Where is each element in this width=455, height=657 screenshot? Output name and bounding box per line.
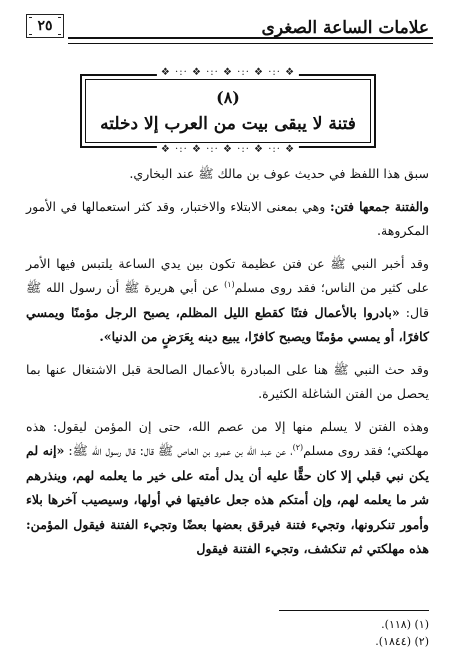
footnote-ref-1[interactable]: (١) <box>224 279 235 289</box>
paragraph-3-text-a: وقد أخبر النبي ﷺ عن فتن عظيمة تكون بين يدي الساعة يلتبس فيها الأمر على كثير من الناس؛ فقد روى مسلم <box>26 255 429 295</box>
paragraph-5-text-a: وهذه الفتن لا يسلم منها إلا من عصم الله، حتى إن المؤمن ليقول: هذه مهلكتي؛ فقد روى مسلم <box>26 418 429 458</box>
ornament-border-top: ❖ ·:· ❖ ·:· ❖ ·:· ❖ ·:· ❖ <box>157 67 299 78</box>
running-title: علامات الساعة الصغرى <box>261 18 429 38</box>
chapter-number: (٨) <box>216 88 240 107</box>
paragraph-3 <box>26 252 429 350</box>
body-text <box>26 162 429 570</box>
paragraph-2 <box>26 195 429 244</box>
footnote-ref-2[interactable]: (٢) <box>292 442 304 452</box>
page-header <box>22 14 433 44</box>
footnotes <box>26 616 429 650</box>
hadith-quote-1: «بادروا بالأعمال فتنًا كقطع الليل المظلم، يصبح الرجل مؤمنًا ويمسي كافرًا، أو يمسي مؤمنًا ويصبح كافرًا، يبيع دينه بِعَرَضٍ من الدنيا». <box>26 304 429 344</box>
paragraph-4: وقد حث النبي ﷺ هنا على المبادرة بالأعمال الصالحة قبل الاشتغال عنها بما يحصل من الفتن الشاغلة الكثيرة. <box>26 361 429 401</box>
chapter-title: فتنة لا يبقى بيت من العرب إلا دخلته <box>100 114 356 134</box>
paragraph-5-text-b: ، عن عبد الله بن عمرو بن العاص ﷺ قال: قال رسول الله ﷺ: <box>64 443 293 458</box>
paragraph-2-lead: والفتنة جمعها فتن: <box>330 198 429 214</box>
chapter-heading-frame <box>80 67 376 155</box>
paragraph-1: سبق هذا اللفظ في حديث عوف بن مالك ﷺ عند البخاري. <box>129 166 429 181</box>
footnote-1: (١) (١١٨). <box>381 618 429 631</box>
page-number: ٢٥ <box>37 18 53 34</box>
paragraph-2-text: وهي بمعنى الابتلاء والاختبار، وقد كثر استعمالها في الأمور المكروهة. <box>26 198 429 238</box>
hadith-quote-2: «إنه لم يكن نبي قبلي إلا كان حقًّا عليه أن يدل أمته على خير ما يعلمه لهم، وينذرهم شر ما يعلمه لهم، وإن أمتكم هذه جعل عافيتها في أولها، وسيصيب آخرها بلاء وأمور تنكرونها، وتجيء فتنة فيرقق بعضها بعضًا وتجيء الفتنة فيقول المؤمن: هذه مهلكتي ثم تنكشف، وتجيء الفتنة فيقول <box>26 443 429 556</box>
paragraph-3-text-b: عن أبي هريرة ﷺ أن رسول الله ﷺ قال: <box>26 280 429 320</box>
header-rule <box>68 37 433 44</box>
footnote-rule <box>279 610 429 611</box>
page-number-box <box>26 14 64 38</box>
ornament-border-bottom: ❖ ·:· ❖ ·:· ❖ ·:· ❖ ·:· ❖ <box>157 144 299 155</box>
paragraph-5 <box>26 415 429 562</box>
footnote-2: (٢) (١٨٤٤). <box>375 635 429 648</box>
